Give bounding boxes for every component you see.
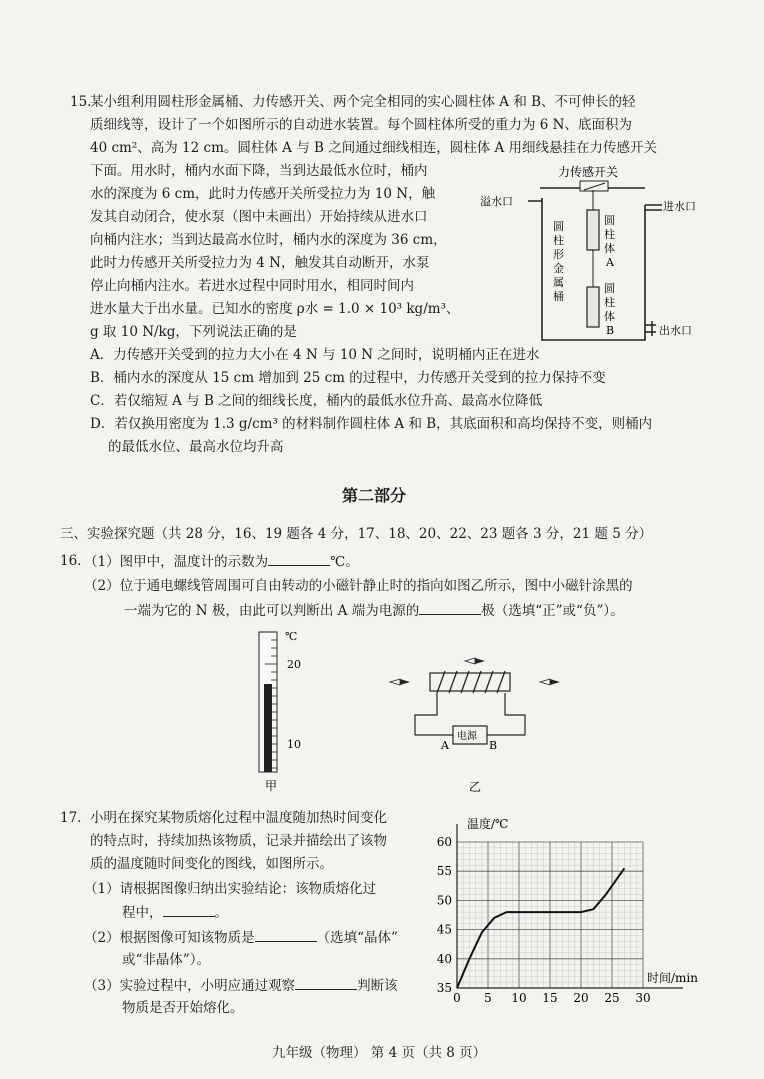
figure-caption-jia: 甲 (265, 779, 278, 793)
y-tick-label: 60 (436, 835, 452, 849)
cylinder-b (587, 287, 599, 327)
end-a-label: A (441, 739, 449, 752)
q15-number: 15. (70, 94, 92, 110)
x-tick-label: 5 (484, 991, 492, 1005)
force-switch (540, 181, 645, 191)
chart-grid (457, 842, 643, 988)
cylinder-a-label (604, 214, 615, 269)
q15-line: 停止向桶内注水。若进水过程中同时用水，相同时间内 (90, 278, 414, 294)
thermometer-mercury (264, 684, 272, 772)
q16-part2: （2）位于通电螺线管周围可自由转动的小磁针静止时的指向如图乙所示，图中小磁针涂黑的 (84, 578, 633, 594)
tick-label-10: 10 (287, 738, 301, 751)
outlet-pipe (645, 321, 656, 336)
y-tick-label: 55 (436, 864, 452, 879)
svg-text:属: 属 (553, 276, 564, 289)
y-tick-label: 40 (436, 951, 452, 966)
part-two-title: 第二部分 (342, 486, 407, 505)
thermometer-figure (225, 628, 325, 793)
svg-text:形: 形 (553, 248, 564, 261)
svg-text:柱: 柱 (604, 296, 615, 309)
inlet-label: 进水口 (663, 200, 696, 213)
q15-line: 此时力传感开关所受拉力为 4 N，触发其自动断开，水泵 (90, 255, 430, 271)
x-tick-label: 15 (542, 991, 558, 1005)
q15-option-a: A．力传感开关受到的拉力大小在 4 N 与 10 N 之间时，说明桶内正在进水 (90, 347, 540, 363)
svg-text:体: 体 (604, 310, 615, 323)
q17-line: 小明在探究某物质熔化过程中温度随加热时间变化 (90, 810, 387, 826)
page-footer: 九年级（物理） 第 4 页（共 8 页） (272, 1045, 487, 1061)
svg-text:B: B (606, 324, 615, 337)
svg-text:柱: 柱 (604, 228, 615, 241)
q15-line: 发其自动闭合，使水泵（图中未画出）开始持续从进水口 (90, 209, 428, 225)
y-tick-label: 50 (436, 893, 452, 908)
x-tick-label: 10 (511, 991, 527, 1005)
y-axis-label: 温度/℃ (467, 817, 509, 831)
q17-blank-3[interactable] (295, 975, 357, 990)
outlet-label: 出水口 (659, 324, 692, 337)
q17-blank-1[interactable] (163, 902, 215, 917)
q15-line: 某小组利用圆柱形金属桶、力传感开关、两个完全相同的实心圆柱体 A 和 B、不可伸长的轻 (90, 94, 636, 110)
melting-curve-chart (420, 810, 710, 1020)
solenoid-figure (385, 655, 570, 795)
solenoid-core (430, 673, 510, 691)
q15-line: 40 cm²、高为 12 cm。圆柱体 A 与 B 之间通过细线相连，圆柱体 A 用细线悬挂在力传感开关 (90, 140, 658, 156)
q16-blank-2[interactable] (419, 600, 481, 615)
svg-text:A: A (606, 256, 614, 269)
q16-blank-1[interactable] (268, 551, 330, 566)
inlet-pipe (645, 205, 662, 210)
q16-part2-cont: 一端为它的 N 极，由此可以判断出 A 端为电源的 极（选填“正”或“负”）。 (124, 600, 624, 621)
svg-text:体: 体 (604, 242, 615, 255)
compass-needle-left (390, 679, 410, 685)
switch-label: 力传感开关 (558, 165, 619, 179)
power-source-label: 电源 (457, 731, 477, 742)
q15-line: 水的深度为 6 cm，此时力传感开关所受拉力为 10 N，触 (90, 186, 436, 202)
x-axis-label: 时间/min (647, 971, 698, 985)
cylinder-b-label (604, 282, 615, 337)
y-tick-label: 35 (436, 981, 452, 995)
section-three-header: 三、实验探究题（共 28 分，16、19 题各 4 分，17、18、20、22、23 题各 3 分，21 题 5 分） (60, 526, 653, 542)
q17-number: 17. (60, 810, 82, 826)
svg-text:圆: 圆 (604, 214, 615, 227)
q17-blank-2[interactable] (255, 927, 317, 942)
svg-text:柱: 柱 (553, 234, 564, 247)
q17-sub3-cont: 物质是否开始熔化。 (122, 1000, 244, 1016)
q15-line: 进水量大于出水量。已知水的密度 ρ水 = 1.0 × 10³ kg/m³、 (90, 301, 460, 317)
x-tick-label: 20 (573, 991, 589, 1005)
end-b-label: B (489, 739, 498, 752)
q16-number: 16. (60, 553, 82, 569)
bucket-figure (480, 160, 710, 345)
x-tick-label: 25 (604, 991, 620, 1005)
bucket-label (553, 220, 564, 303)
svg-text:圆: 圆 (604, 282, 615, 295)
svg-text:金: 金 (553, 262, 564, 275)
q15-option-d-cont: 的最低水位、最高水位均升高 (108, 439, 284, 455)
q17-line: 质的温度随时间变化的图线，如图所示。 (90, 856, 333, 872)
q17-sub2: （2）根据图像可知该物质是 （选填“晶体” (84, 927, 398, 948)
q17-sub1: （1）请根据图像归纳出实验结论：该物质熔化过 (84, 881, 377, 897)
y-tick-label: 45 (436, 922, 452, 937)
svg-text:桶: 桶 (553, 290, 564, 303)
q17-sub1-cont: 程中， 。 (122, 902, 228, 923)
x-tick-label: 0 (453, 991, 461, 1005)
x-tick-label: 30 (635, 991, 651, 1005)
overflow-label: 溢水口 (480, 195, 513, 208)
q17-line: 的特点时，持续加热该物质，记录并描绘出了该物 (90, 833, 387, 849)
thermometer-unit: ℃ (285, 630, 298, 643)
q15-line: g 取 10 N/kg，下列说法正确的是 (90, 324, 297, 340)
q15-option-b: B．桶内水的深度从 15 cm 增加到 25 cm 的过程中，力传感开关受到的拉力保持不变 (90, 370, 606, 386)
tick-label-20: 20 (287, 658, 301, 671)
q17-sub3: （3）实验过程中，小明应通过观察 判断该 (84, 975, 398, 996)
svg-text:圆: 圆 (553, 220, 564, 233)
q15-line: 质细线等，设计了一个如图所示的自动进水装置。每个圆柱体所受的重力为 6 N、底面积为 (90, 117, 632, 133)
q17-sub2-cont: 或“非晶体”）。 (122, 952, 211, 968)
figure-caption-yi: 乙 (469, 780, 482, 794)
q15-option-c: C．若仅缩短 A 与 B 之间的细线长度，桶内的最低水位升高、最高水位降低 (90, 393, 543, 409)
q16-part1: （1）图甲中，温度计的示数为 ℃。 (84, 551, 359, 572)
series-line (457, 868, 624, 988)
compass-needle-top (465, 658, 485, 664)
q15-line: 向桶内注水；当到达最高水位时，桶内水的深度为 36 cm， (90, 232, 447, 248)
q15-option-d: D．若仅换用密度为 1.3 g/cm³ 的材料制作圆柱体 A 和 B，其底面积和高均保持不变，则桶内 (90, 416, 653, 432)
compass-needle-right (540, 679, 560, 685)
cylinder-a (587, 210, 599, 250)
q15-line: 下面。用水时，桶内水面下降，当到达最低水位时，桶内 (90, 163, 428, 179)
